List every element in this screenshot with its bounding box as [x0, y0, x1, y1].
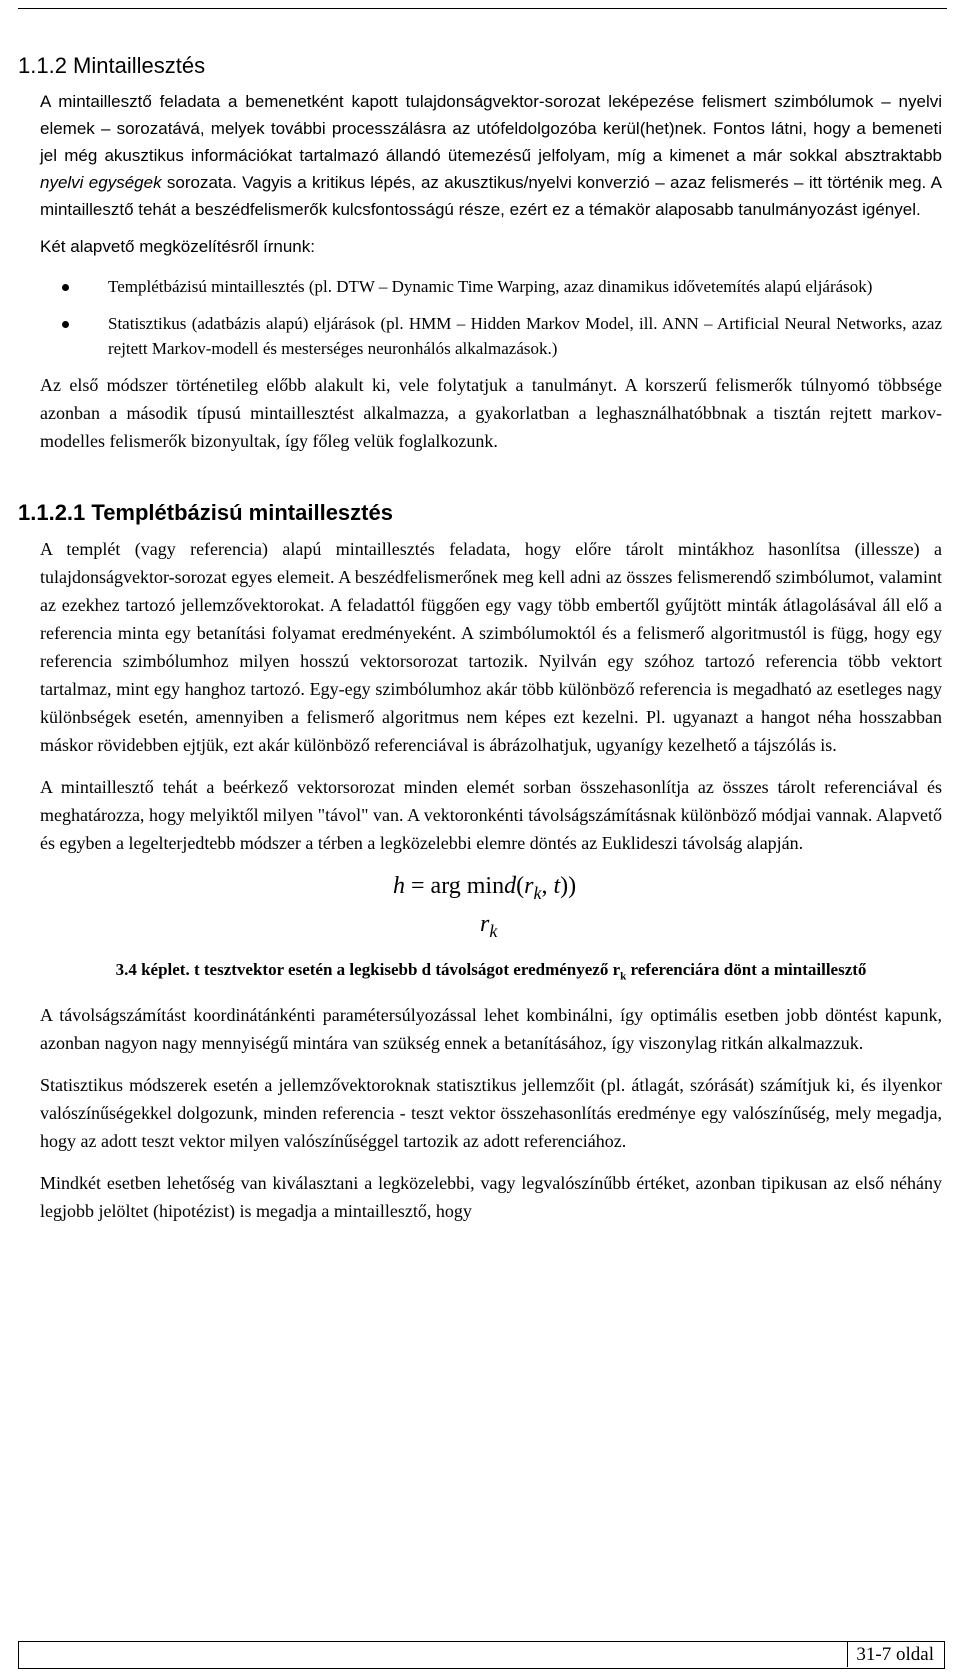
formula-argmin	[40, 867, 942, 949]
formula-main-line	[393, 873, 576, 904]
formula-close-paren: ))	[560, 873, 577, 899]
list-item	[40, 311, 942, 361]
page-number: 31-7 oldal	[847, 1642, 944, 1667]
formula-comma: ,	[541, 873, 548, 899]
formula-under-k: k	[489, 921, 498, 941]
formula-k: k	[533, 883, 542, 903]
intro-paragraph	[40, 88, 942, 223]
paragraph-weighting: A távolságszámítást koordinátánkénti paramétersúlyozással lehet kombinálni, így optimális esetben jobb döntést kapunk, azonban nagyon nagy mennyiségű mintára van szükség ennek a betanításához, így viszonylag ritkán alkalmazzuk.	[40, 1005, 942, 1054]
top-rule	[18, 8, 947, 9]
formula-open-paren: (	[516, 873, 525, 899]
formula-t: t	[553, 873, 561, 899]
list-item-text: Templétbázisú mintaillesztés (pl. DTW – Dynamic Time Warping, azaz dinamikus idővetemítés alapú eljárások)	[108, 277, 873, 296]
list-item-text: Statisztikus (adatbázis alapú) eljárások (pl. HMM – Hidden Markov Model, ill. ANN – Artificial Neural Networks, azaz rejtett Markov-modell és mesterséges neuronhálós alkalmazások.)	[108, 314, 942, 358]
list-item	[40, 274, 942, 299]
section-title: 1.1.2 Mintaillesztés	[18, 53, 206, 78]
bullet-icon	[62, 284, 69, 291]
caption-subscript: k	[620, 970, 627, 983]
formula-argmin-op: arg min	[430, 873, 505, 899]
paragraph-hypotheses: Mindkét esetben lehetőség van kiválasztani a legközelebbi, vagy legvalószínűbb értéket, azonban tipikusan az első néhány legjobb jelöltet (hipotézist) is megadja a mintaillesztő, hogy	[40, 1173, 942, 1222]
formula-under-line	[480, 911, 497, 942]
paragraph-statistical: Statisztikus módszerek esetén a jellemzővektoroknak statisztikus jellemzőit (pl. átlagát, szórását) számítjuk ki, és ilyenkor valószínűségekkel dolgozunk, minden referencia - teszt vektor összehasonlítás eredménye egy valószínűség, mely megadja, hogy az adott teszt vektor milyen valószínűséggel tartozik az adott referenciához.	[40, 1075, 942, 1152]
subsection-title: 1.1.2.1 Templétbázisú mintaillesztés	[18, 500, 393, 525]
formula-equals: =	[411, 873, 425, 899]
caption-text-b: referenciára dönt a mintaillesztő	[626, 960, 867, 979]
formula-under-r: r	[480, 911, 490, 937]
paragraph-distance: A mintaillesztő tehát a beérkező vektorsorozat minden elemét sorban összehasonlítja az összes tárolt referenciával és meghatározza, hogy melyiktől milyen "távol" van. A vektoronkénti távolságszámításnak különböző módjai vannak. Alapvető és egyben a legelterjedtebb módszer a térben a legközelebbi elemre döntés az Euklideszi távolság alapján.	[40, 777, 942, 853]
paragraph-template-matching: A templét (vagy referencia) alapú mintaillesztés feladata, hogy előre tárolt mintákhoz hasonlítsa (illessze) a tulajdonságvektor-sorozat egyes elemeit. A beszédfelismerőnek meg kell adni az összes felismerendő szimbólumot, valamint az ezekhez tartozó jellemzővektorokat. A feladattól függően egy vagy több embertől gyűjtött minták átlagolásával áll elő a referencia minta egy betanítási folyamat eredményeként. A szimbólumoktól és a felismerő algoritmustól is függ, hogy egy referencia szimbólumhoz milyen hosszú vektorsorozat tartozik. Nyilván egy szóhoz tartozó referencia több vektort tartalmaz, mint egy hanghoz tartozó. Egy-egy szimbólumhoz akár több különböző referencia is megadható az esetleges nagy különbségek esetén, amennyiben a felismerő algoritmus nem képes ezt kezelni. Pl. ugyanazt a hangot néha hosszabban máskor rövidebben ejtjük, ezt akár különböző referenciával is ábrázolhatjuk, ugyanígy kezelhető a tájszólás is.	[40, 539, 942, 755]
formula-caption	[40, 957, 942, 989]
bullet-icon	[62, 321, 69, 328]
intro-text-a: A mintaillesztő feladata a bemenetként kapott tulajdonságvektor-sorozat leképezése felismert szimbólumok – nyelvi elemek – sorozatává, melyek további processzálásra az utófeldolgozóba kerül(het)nek. Fontos látni, hogy a bemeneti jel még akusztikus információkat tartalmazó állandó ütemezésű jelfolyam, míg a kimenet a már sokkal absztraktabb	[40, 92, 942, 165]
paragraph-history: Az első módszer történetileg előbb alakult ki, vele folytatjuk a tanulmányt. A korszerű felismerők túlnyomó többsége azonban a második típusú mintaillesztést alkalmazza, a gyakorlatban a leghasználhatóbbnak a tisztán rejtett markov-modelles felismerők bizonyultak, így főleg velük foglalkozunk.	[40, 375, 942, 451]
formula-d: d	[504, 873, 517, 899]
caption-text-a: 3.4 képlet. t tesztvektor esetén a legkisebb d távolságot eredményező r	[115, 960, 621, 979]
formula-r: r	[524, 873, 534, 899]
approaches-intro: Két alapvető megközelítésről írnunk:	[40, 237, 315, 256]
page-footer	[18, 1641, 945, 1669]
formula-h: h	[393, 873, 405, 899]
approaches-list	[40, 274, 942, 361]
intro-text-b: sorozata. Vagyis a kritikus lépés, az akusztikus/nyelvi konverzió – azaz felismerés – itt történik meg. A mintaillesztő tehát a beszédfelismerők kulcsfontosságú része, ezért ez a témakör alaposabb tanulmányozást igényel.	[40, 173, 942, 219]
document-page	[18, 52, 942, 1225]
intro-emphasis: nyelvi egységek	[40, 173, 162, 192]
